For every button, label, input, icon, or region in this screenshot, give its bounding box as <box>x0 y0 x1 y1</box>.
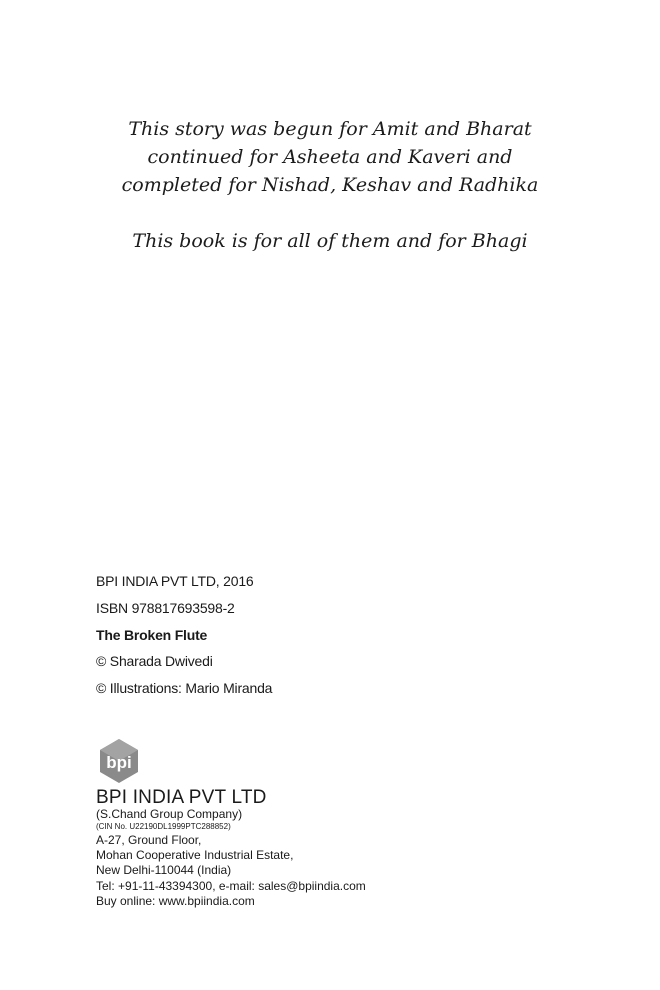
contact-line: Tel: +91-11-43394300, e-mail: sales@bpiindia.com <box>96 878 366 893</box>
dedication <box>0 115 660 255</box>
website-line: Buy online: www.bpiindia.com <box>96 893 255 908</box>
publisher-group: (S.Chand Group Company) <box>96 807 243 821</box>
book-title: The Broken Flute <box>96 626 208 643</box>
address-line: New Delhi-110044 (India) <box>96 863 232 878</box>
isbn: ISBN 978817693598-2 <box>96 599 235 616</box>
bpi-logo-icon <box>96 738 142 784</box>
address-line: A-27, Ground Floor, <box>96 833 202 847</box>
illustration-copyright: © Illustrations: Mario Miranda <box>96 680 273 697</box>
dedication-line: This story was begun for Amit and Bharat <box>128 118 532 140</box>
address-line: Mohan Cooperative Industrial Estate, <box>96 848 294 863</box>
publisher-cin: (CIN No. U22190DL1999PTC288852) <box>96 822 231 831</box>
dedication-line: continued for Asheeta and Kaveri and <box>147 146 513 168</box>
copyright-credits <box>96 568 272 702</box>
publisher-name: BPI INDIA PVT LTD <box>96 787 267 808</box>
publisher-year: BPI INDIA PVT LTD, 2016 <box>96 573 254 589</box>
publisher-block <box>96 738 366 909</box>
dedication-line: completed for Nishad, Keshav and Radhika <box>121 174 539 196</box>
author-copyright: © Sharada Dwivedi <box>96 653 213 670</box>
dedication-line: This book is for all of them and for Bhagi <box>132 230 528 252</box>
logo-text: bpi <box>106 753 132 772</box>
dedication-spacer <box>0 199 660 227</box>
